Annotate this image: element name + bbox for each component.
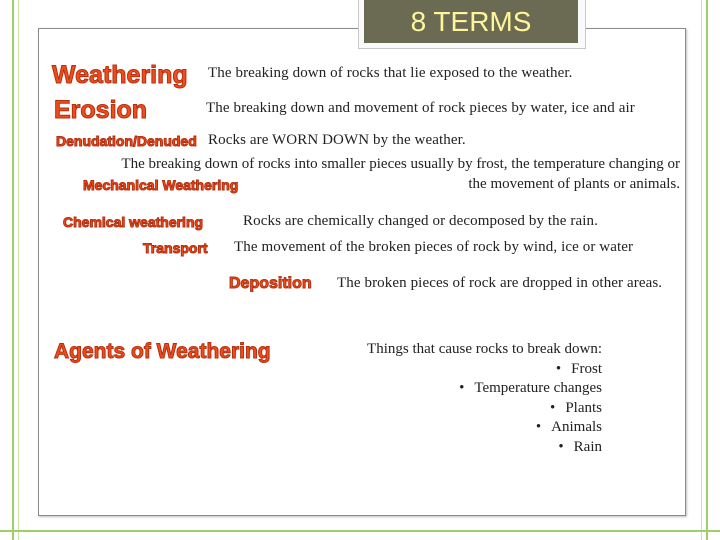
decorative-border-right-inner <box>701 0 702 540</box>
definition-erosion: The breaking down and movement of rock pieces by water, ice and air <box>206 100 635 116</box>
term-agents-of-weathering: Agents of Weathering <box>54 340 271 363</box>
bullet-icon: • <box>535 419 542 435</box>
bullet-icon: • <box>550 399 556 416</box>
definition-transport: The movement of the broken pieces of rock by wind, ice or water <box>234 239 634 255</box>
term-weathering: Weathering <box>52 61 188 89</box>
decorative-border-left-inner <box>18 0 19 540</box>
decorative-border-left <box>12 0 14 540</box>
list-item: • Frost <box>555 360 602 377</box>
list-item: • Plants <box>550 399 602 416</box>
decorative-border-right <box>706 0 708 540</box>
definition-weathering: The breaking down of rocks that lie exposed to the weather. <box>208 65 573 81</box>
definition-mechanical-line2: the movement of plants or animals. <box>468 176 680 192</box>
term-mechanical-weathering: Mechanical Weathering <box>83 177 239 193</box>
bullet-icon: • <box>558 438 564 455</box>
slide-title: 8 TERMS <box>364 0 578 43</box>
definition-chemical-weathering: Rocks are chemically changed or decomposed by the rain. <box>243 213 598 229</box>
term-deposition: Deposition <box>229 275 312 292</box>
list-item: • Rain <box>558 438 602 455</box>
definition-deposition: The broken pieces of rock are dropped in other areas. <box>337 275 663 291</box>
bullet-icon: • <box>459 380 465 396</box>
list-item: • Animals <box>535 419 602 435</box>
bullet-icon: • <box>555 360 562 377</box>
term-chemical-weathering: Chemical weathering <box>63 214 204 230</box>
term-denudation: Denudation/Denuded <box>56 133 197 149</box>
decorative-border-bottom <box>0 530 720 532</box>
agents-intro: Things that cause rocks to break down: <box>367 341 602 357</box>
term-transport: Transport <box>143 240 208 256</box>
agents-list <box>367 340 602 457</box>
list-item: • Temperature changes <box>459 380 602 396</box>
term-erosion: Erosion <box>54 96 148 124</box>
definition-mechanical-line1: The breaking down of rocks into smaller pieces usually by frost, the temperature changing or <box>121 156 680 172</box>
definition-denudation: Rocks are WORN DOWN by the weather. <box>208 132 466 148</box>
